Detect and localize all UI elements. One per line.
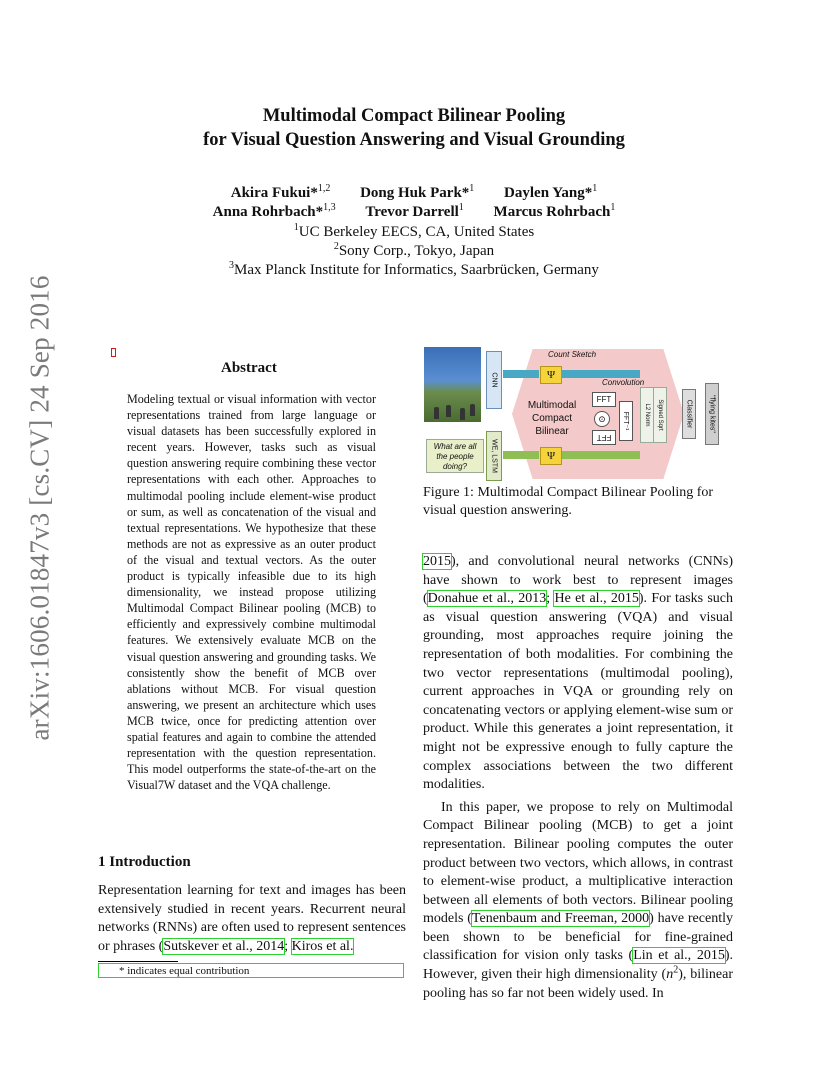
citation-link[interactable]: Sutskever et al., 2014	[163, 938, 285, 954]
intro-paragraph: Representation learning for text and images has been extensively studied in recent years. Recurrent neural networks (RNNs) are often used to represent sentences or phrases (Sutskever et al., 2014; Kiros et al.	[98, 883, 406, 954]
paragraph-continued: 2015), and convolutional neural networks (CNNs) have shown to work best to represent images (Donahue et al., 2013; He et al., 2015). For tasks such as visual question answering (VQA) and visual grounding, most approaches require joining the representation of both modalities. For combining the two vector representations (multimodal pooling), current approaches in VQA or grounding rely on concatenating vectors or applying element-wise sum or product. While this generates a joint representation, it might not be expressive enough to fully capture the complex associations between the two different modalities.	[423, 554, 734, 793]
fft-block: FFT	[592, 430, 616, 445]
fft-block: FFT	[592, 392, 616, 407]
author: Marcus Rohrbach$^1$	[493, 202, 616, 220]
author-row-2	[0, 204, 828, 221]
author: Anna Rohrbach*$^{1,3}$	[212, 202, 336, 220]
author: Dong Huk Park*$^1$	[360, 183, 475, 201]
author: Daylen Yang*$^1$	[504, 183, 598, 201]
author: Trevor Darrell$^1$	[365, 202, 464, 220]
affiliation: $^2$Sony Corp., Tokyo, Japan	[333, 241, 495, 259]
question-box: What are all the people doing?	[426, 439, 484, 473]
kites-photo	[424, 347, 481, 422]
convolution-label: Convolution	[602, 378, 645, 387]
abstract-heading: Abstract	[221, 360, 277, 376]
cnn-block: CNN	[486, 351, 502, 409]
signed-sqrt-block: Signed Sqrt	[653, 387, 667, 443]
classifier-block: Classifier	[682, 389, 696, 439]
paper-title-line1: Multimodal Compact Bilinear Pooling	[262, 106, 566, 126]
psi-block-visual: Ψ	[540, 366, 562, 384]
citation-link[interactable]: He et al., 2015	[554, 591, 639, 607]
footnote[interactable]: * indicates equal contribution	[98, 963, 404, 978]
citation-link[interactable]: Donahue et al., 2013	[427, 591, 547, 607]
paper-title-line2: for Visual Question Answering and Visual Grounding	[203, 130, 625, 150]
figure-mcb-diagram	[424, 339, 726, 479]
footnote-rule	[98, 961, 178, 962]
lstm-block: WE, LSTM	[486, 431, 502, 481]
paragraph: In this paper, we propose to rely on Multimodal Compact Bilinear pooling (MCB) to get a joint representation. Bilinear pooling computes the outer product between two vectors, which allows, in contrast to element-wise product, a multiplicative interaction between all elements of both vectors. Bilinear pooling models (Tenenbaum and Freeman, 2000) have recently been shown to be beneficial for fine-grained classification for vision only tasks (Lin et al., 2015). However, given their high dimensionality $(n^2)$, bilinear pooling has so far not been widely used. In	[423, 799, 734, 1001]
affiliation: $^3$Max Planck Institute for Informatics, Saarbrücken, Germany	[229, 260, 599, 278]
visual-vector	[503, 370, 539, 378]
l2-norm-block: L2 Norm	[640, 387, 654, 443]
elementwise-product-icon: ⊙	[594, 411, 610, 427]
annotation-marker	[111, 348, 116, 357]
citation-link[interactable]: 2015	[423, 554, 451, 569]
text-sketch-vector	[562, 451, 640, 459]
figure-caption: Figure 1: Multimodal Compact Bilinear Pooling for visual question answering.	[423, 485, 714, 518]
author-row-1	[0, 185, 828, 202]
section-heading-introduction: 1 Introduction	[98, 854, 191, 870]
mcb-label: Multimodal Compact Bilinear	[527, 400, 577, 437]
count-sketch-label: Count Sketch	[548, 350, 597, 359]
affiliation: $^1$UC Berkeley EECS, CA, United States	[293, 222, 535, 240]
right-column-text	[423, 553, 733, 1003]
visual-sketch-vector	[562, 370, 640, 378]
author: Akira Fukui*$^{1,2}$	[230, 183, 331, 201]
citation-link[interactable]: Lin et al., 2015	[633, 948, 725, 964]
psi-block-text: Ψ	[540, 447, 562, 465]
arxiv-stamp: arXiv:1606.01847v3 [cs.CV] 24 Sep 2016	[24, 275, 55, 741]
citation-link[interactable]: Kiros et al.	[291, 938, 354, 954]
abstract-body: Modeling textual or visual information with vector representations trained from large language or visual datasets has been successfully explored in recent years. However, tasks such as visual question answering require combining these vector representations with each other. Approaches to multimodal pooling include element-wise product or sum, as well as concatenation of the visual and textual representations. We hypothesize that these methods are not as expressive as an outer product of the visual and textual vectors. As the outer product is typically infeasible due to its high dimensionality, we instead propose utilizing Multimodal Compact Bilinear pooling (MCB) to efficiently and expressively combine multimodal features. We extensively evaluate MCB on the visual question answering and grounding tasks. We consistently show the benefit of MCB over ablations without MCB. For visual question answering, we present an architecture which uses MCB twice, once for predicting attention over spatial features and again to combine the attended representation with the question representation. This model outperforms the state-of-the-art on the Visual7W dataset and the VQA challenge.	[127, 392, 376, 793]
inverse-fft-block: FFT⁻¹	[619, 401, 633, 441]
text-vector	[503, 451, 539, 459]
answer-block: "flying kites"	[705, 383, 719, 445]
citation-link[interactable]: Tenenbaum and Freeman, 2000	[471, 911, 650, 927]
